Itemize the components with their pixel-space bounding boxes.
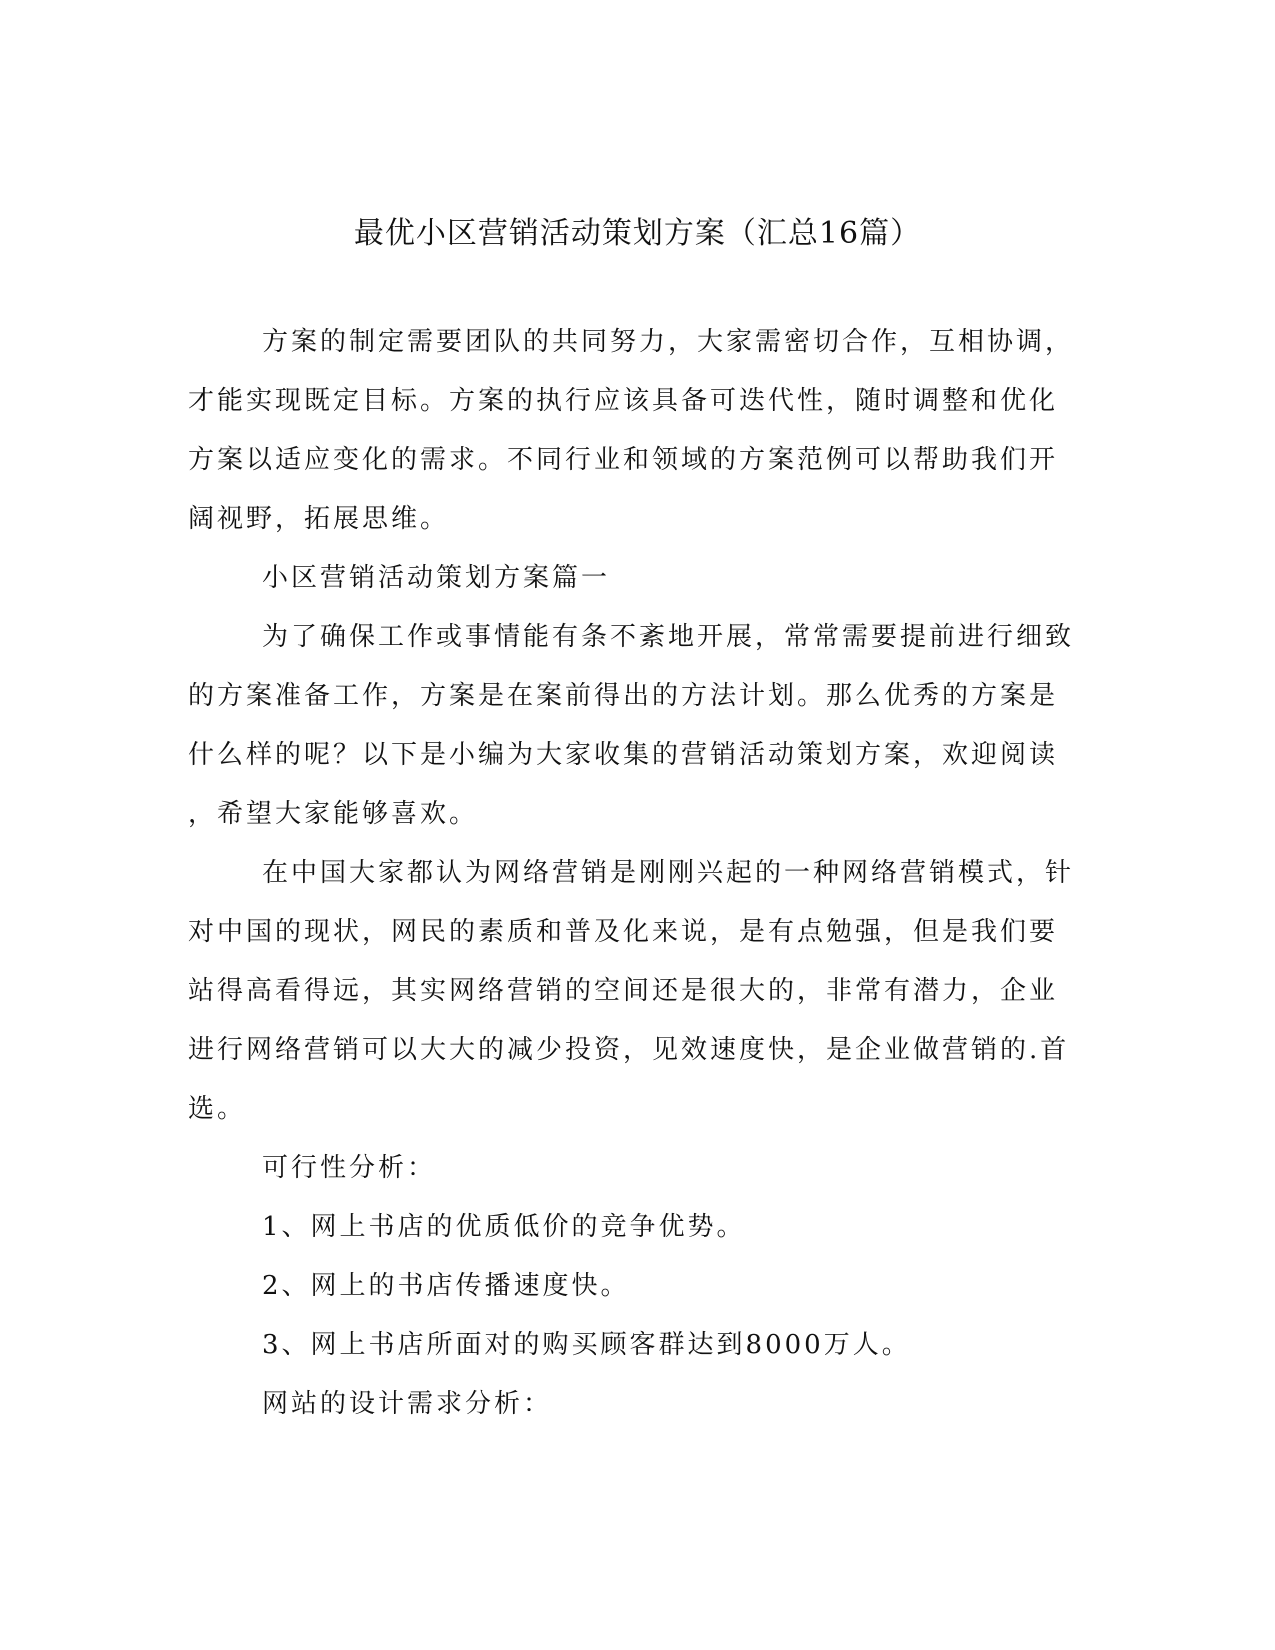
section-heading: 小区营销活动策划方案篇一: [262, 563, 611, 593]
paragraph-line: 选。: [188, 1094, 247, 1124]
list-item: 2、网上的书店传播速度快。: [262, 1271, 630, 1301]
paragraph-line: 阔视野，拓展思维。: [188, 504, 450, 534]
paragraph-line: 为了确保工作或事情能有条不紊地开展，常常需要提前进行细致: [262, 622, 1075, 652]
subheading: 可行性分析：: [262, 1153, 437, 1183]
paragraph-line: 对中国的现状，网民的素质和普及化来说，是有点勉强，但是我们要: [188, 917, 1059, 947]
paragraph-line: 的方案准备工作，方案是在案前得出的方法计划。那么优秀的方案是: [188, 681, 1059, 711]
paragraph-line: 什么样的呢？以下是小编为大家收集的营销活动策划方案，欢迎阅读: [188, 740, 1059, 770]
paragraph-line: ，希望大家能够喜欢。: [188, 799, 479, 829]
list-item: 1、网上书店的优质低价的竞争优势。: [262, 1212, 746, 1242]
paragraph-line: 站得高看得远，其实网络营销的空间还是很大的，非常有潜力，企业: [188, 976, 1059, 1006]
paragraph-line: 在中国大家都认为网络营销是刚刚兴起的一种网络营销模式，针: [262, 858, 1075, 888]
paragraph-line: 方案以适应变化的需求。不同行业和领域的方案范例可以帮助我们开: [188, 445, 1059, 475]
list-item: 3、网上书店所面对的购买顾客群达到8000万人。: [262, 1330, 911, 1360]
document-title: 最优小区营销活动策划方案（汇总16篇）: [353, 216, 922, 251]
paragraph-line: 才能实现既定目标。方案的执行应该具备可迭代性，随时调整和优化: [188, 386, 1059, 416]
subheading: 网站的设计需求分析：: [262, 1389, 553, 1419]
paragraph-line: 进行网络营销可以大大的减少投资，见效速度快，是企业做营销的.首: [188, 1035, 1070, 1065]
paragraph-line: 方案的制定需要团队的共同努力，大家需密切合作，互相协调，: [262, 327, 1075, 357]
